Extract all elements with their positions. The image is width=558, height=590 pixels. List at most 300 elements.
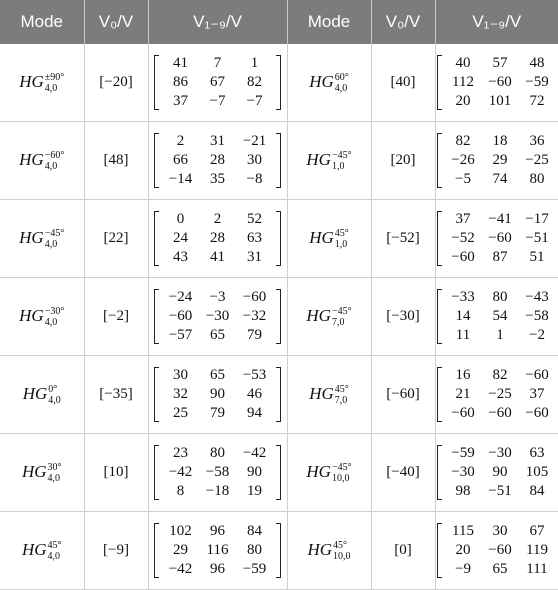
matrix-value: −58 [205,464,230,480]
mode-cell [0,44,84,122]
matrix-value: 86 [173,74,188,90]
matrix-value: 90 [210,386,225,402]
matrix-row [162,248,273,267]
mode-base: HG [19,227,44,247]
matrix-value: −30 [488,445,512,461]
matrix-value: 30 [173,367,188,383]
matrix-value: 90 [492,464,508,480]
mode-cell [287,512,371,590]
v0-cell: [−30] [371,278,435,356]
matrix-value: −32 [242,308,267,324]
matrix-value: −60 [488,405,512,421]
mode-scripts [45,150,65,172]
matrix-value: 116 [206,542,229,558]
matrix-value: 82 [455,133,471,149]
mode-label [309,71,349,94]
matrix-value: −5 [455,171,471,187]
mode-subscript: 4,0 [44,160,58,172]
header-v1-9-2: V₁₋₉/V [435,0,558,44]
v0-cell: [−20] [84,44,148,122]
table-body [0,44,558,590]
matrix-value: 31 [247,249,262,265]
matrix-value: 18 [492,133,508,149]
mode-scripts [332,306,352,328]
matrix-value: 7 [213,55,222,71]
mode-cell [0,122,84,200]
matrix-value: −42 [242,445,267,461]
voltage-matrix [436,132,558,189]
matrix-value: −25 [488,386,512,402]
matrix-value: 96 [210,561,225,577]
table-row [0,356,558,434]
matrix-value: 67 [529,523,545,539]
matrix-value: 105 [525,464,549,480]
matrix-cell [435,278,558,356]
matrix-row [162,307,273,326]
matrix-value: 80 [210,445,225,461]
matrix-row [162,170,273,189]
matrix-row [445,92,556,111]
matrix-cell [435,122,558,200]
mode-subscript: 10,0 [333,550,351,562]
table-row [0,122,558,200]
mode-subscript: 10,0 [331,472,350,484]
matrix-value: 72 [529,93,545,109]
mode-cell [287,278,371,356]
mode-subscript: 4,0 [44,316,58,328]
matrix-value: 51 [529,249,545,265]
matrix-value: −60 [488,230,512,246]
matrix-value: 67 [210,74,225,90]
matrix-row [445,404,556,423]
matrix-value: 80 [492,289,508,305]
mode-label [307,539,351,562]
matrix-row [162,560,273,579]
voltage-matrix [153,132,282,189]
matrix-value: −41 [488,211,512,227]
matrix-row [162,482,273,501]
matrix-cell [148,44,287,122]
matrix-value: 54 [492,308,508,324]
matrix-row [445,482,556,501]
v0-cell: [−60] [371,356,435,434]
matrix-value: −42 [168,464,193,480]
table-row [0,512,558,590]
matrix-value: 112 [452,74,474,90]
matrix-value: 84 [247,523,262,539]
matrix-row [445,366,556,385]
mode-scripts [45,72,65,94]
matrix-value: −60 [525,405,549,421]
mode-scripts [332,150,352,172]
mode-scripts [333,540,351,562]
matrix-cell [435,200,558,278]
mode-superscript: ±90° [44,71,65,83]
matrix-value: 82 [247,74,262,90]
mode-base: HG [306,461,331,481]
matrix-value: 74 [492,171,508,187]
matrix-value: −8 [246,171,263,187]
mode-base: HG [309,227,334,247]
mode-superscript: 45° [333,539,348,551]
mode-label [309,227,349,250]
matrix-value: 0 [176,211,185,227]
header-row [0,0,558,44]
mode-subscript: 4,0 [48,394,61,406]
mode-superscript: 45° [47,539,62,551]
v0-cell: [0] [371,512,435,590]
mode-superscript: −30° [44,305,65,317]
matrix-row [445,541,556,560]
matrix-value: 66 [173,152,188,168]
mode-cell [287,200,371,278]
matrix-value: 43 [173,249,188,265]
matrix-value: 111 [526,561,548,577]
mode-scripts [332,462,352,484]
voltage-matrix [153,288,282,345]
matrix-value: −43 [525,289,549,305]
matrix-value: −17 [525,211,549,227]
matrix-value: −26 [451,152,475,168]
matrix-value: 63 [529,445,545,461]
mode-superscript: 45° [334,227,349,239]
mode-label [306,461,352,484]
v0-cell: [−35] [84,356,148,434]
matrix-value: 11 [455,327,471,343]
voltage-matrix [436,522,558,579]
mode-base: HG [307,539,333,559]
matrix-value: −60 [451,249,475,265]
voltage-matrix [153,54,282,111]
matrix-value: −25 [525,152,549,168]
mode-base: HG [309,383,334,403]
mode-subscript: 1,0 [334,238,348,250]
matrix-row [445,307,556,326]
matrix-value: 41 [210,249,225,265]
matrix-value: 19 [247,483,262,499]
matrix-row [162,326,273,345]
header-v0-2: V₀/V [371,0,435,44]
matrix-value: 63 [247,230,262,246]
v0-cell: [10] [84,434,148,512]
matrix-value: 102 [169,523,192,539]
matrix-value: 36 [529,133,545,149]
matrix-value: 37 [529,386,545,402]
matrix-cell [148,278,287,356]
matrix-row [162,366,273,385]
mode-label [306,305,352,328]
mode-scripts [45,228,65,250]
mode-scripts [45,306,65,328]
matrix-value: 52 [247,211,262,227]
matrix-value: −52 [451,230,475,246]
matrix-value: −21 [242,133,267,149]
matrix-value: 65 [210,367,225,383]
mode-label [22,383,61,406]
v0-cell: [−40] [371,434,435,512]
table-row [0,434,558,512]
matrix-value: 94 [247,405,262,421]
matrix-value: −53 [242,367,267,383]
matrix-value: 37 [173,93,188,109]
matrix-value: −14 [168,171,193,187]
matrix-value: 79 [210,405,225,421]
mode-label [19,149,65,172]
mode-superscript: −45° [44,227,65,239]
mode-base: HG [306,149,331,169]
matrix-value: 48 [529,55,545,71]
matrix-value: −3 [209,289,226,305]
matrix-row [162,151,273,170]
voltage-matrix [436,54,558,111]
mode-base: HG [21,539,47,559]
matrix-value: 29 [173,542,188,558]
mode-subscript: 7,0 [331,316,345,328]
table-header [0,0,558,44]
matrix-value: 46 [247,386,262,402]
matrix-value: 79 [247,327,262,343]
matrix-value: −60 [525,367,549,383]
matrix-cell [148,200,287,278]
voltage-matrix [153,522,282,579]
matrix-cell [148,122,287,200]
matrix-value: 101 [488,93,512,109]
matrix-value: 119 [526,542,548,558]
matrix-value: −59 [525,74,549,90]
mode-scripts [335,72,349,94]
voltage-matrix [436,288,558,345]
matrix-value: 65 [210,327,225,343]
matrix-row [162,73,273,92]
mode-label [19,227,65,250]
matrix-cell [148,434,287,512]
matrix-value: −7 [246,93,263,109]
mode-superscript: 30° [47,461,62,473]
header-v1-9: V₁₋₉/V [148,0,287,44]
mode-superscript: −45° [331,149,352,161]
matrix-cell [148,356,287,434]
voltage-matrix [153,444,282,501]
matrix-value: 20 [455,93,471,109]
matrix-value: −2 [529,327,545,343]
matrix-value: 65 [492,561,508,577]
matrix-value: −59 [451,445,475,461]
mode-subscript: 7,0 [334,394,348,406]
mode-cell [0,200,84,278]
matrix-value: −7 [209,93,226,109]
matrix-value: 31 [210,133,225,149]
matrix-value: −42 [168,561,193,577]
voltage-matrix [436,366,558,423]
matrix-value: −60 [488,74,512,90]
matrix-row [162,132,273,151]
matrix-value: −9 [455,561,471,577]
matrix-value: 30 [492,523,508,539]
matrix-row [445,229,556,248]
matrix-value: 2 [213,211,222,227]
matrix-row [445,288,556,307]
mode-base: HG [22,383,48,403]
mode-base: HG [306,305,331,325]
voltage-matrix [436,210,558,267]
matrix-row [445,151,556,170]
v0-cell: [−52] [371,200,435,278]
matrix-row [445,560,556,579]
matrix-value: 40 [455,55,471,71]
mode-cell [287,356,371,434]
matrix-value: 23 [173,445,188,461]
mode-superscript: 45° [334,383,349,395]
matrix-value: 87 [492,249,508,265]
mode-cell [0,278,84,356]
matrix-row [445,444,556,463]
table-row [0,278,558,356]
matrix-row [445,463,556,482]
matrix-value: 28 [210,230,225,246]
matrix-value: 1 [496,327,504,343]
mode-label [306,149,352,172]
matrix-value: −51 [488,483,512,499]
v0-cell: [22] [84,200,148,278]
matrix-value: 20 [455,542,471,558]
matrix-row [162,541,273,560]
mode-cell [0,434,84,512]
voltage-matrix [153,210,282,267]
mode-subscript: 4,0 [334,82,348,94]
v0-cell: [48] [84,122,148,200]
matrix-value: 30 [247,152,262,168]
matrix-cell [435,512,558,590]
matrix-row [445,54,556,73]
matrix-row [445,73,556,92]
matrix-cell [435,356,558,434]
matrix-row [162,463,273,482]
mode-subscript: 4,0 [44,82,58,94]
table-row [0,200,558,278]
mode-superscript: 0° [48,383,58,395]
matrix-value: −24 [168,289,193,305]
matrix-value: 16 [455,367,471,383]
mode-superscript: 60° [334,71,349,83]
matrix-value: 115 [452,523,474,539]
mode-base: HG [19,149,44,169]
mode-cell [0,512,84,590]
matrix-value: −18 [205,483,230,499]
matrix-row [162,385,273,404]
voltage-matrix [153,366,282,423]
mode-subscript: 1,0 [331,160,345,172]
mode-subscript: 4,0 [44,238,58,250]
table-row [0,44,558,122]
mode-label [309,383,349,406]
mode-cell [287,44,371,122]
matrix-row [162,522,273,541]
matrix-value: −57 [168,327,193,343]
matrix-value: 84 [529,483,545,499]
matrix-value: 98 [455,483,471,499]
mode-scripts [335,384,349,406]
matrix-row [445,170,556,189]
mode-label [21,539,62,562]
matrix-cell [435,434,558,512]
matrix-value: −30 [451,464,475,480]
mode-subscript: 4,0 [47,472,61,484]
mode-label [19,305,65,328]
mode-base: HG [21,461,47,481]
v0-cell: [20] [371,122,435,200]
matrix-value: 96 [210,523,225,539]
matrix-row [445,132,556,151]
mode-scripts [48,540,62,562]
matrix-value: 80 [529,171,545,187]
mode-subscript: 4,0 [47,550,61,562]
matrix-row [162,210,273,229]
mode-cell [287,434,371,512]
v0-cell: [−9] [84,512,148,590]
header-v0: V₀/V [84,0,148,44]
matrix-value: −60 [488,542,512,558]
matrix-row [162,288,273,307]
mode-superscript: −45° [331,461,352,473]
matrix-value: 37 [455,211,471,227]
matrix-value: 21 [455,386,471,402]
matrix-row [445,385,556,404]
mode-scripts [335,228,349,250]
mode-base: HG [19,305,44,325]
matrix-cell [148,512,287,590]
matrix-value: 90 [247,464,262,480]
matrix-cell [435,44,558,122]
matrix-value: 8 [176,483,185,499]
matrix-value: 82 [492,367,508,383]
matrix-value: −33 [451,289,475,305]
matrix-value: 1 [250,55,259,71]
matrix-row [162,444,273,463]
matrix-row [445,210,556,229]
mode-label [21,461,62,484]
matrix-row [445,522,556,541]
matrix-value: −59 [242,561,267,577]
matrix-value: 57 [492,55,508,71]
mode-scripts [48,384,61,406]
matrix-value: −60 [242,289,267,305]
mode-superscript: −60° [44,149,65,161]
matrix-value: −60 [168,308,193,324]
header-mode: Mode [0,0,84,44]
matrix-value: 29 [492,152,508,168]
matrix-value: 80 [247,542,262,558]
matrix-value: 2 [176,133,185,149]
matrix-row [162,229,273,248]
matrix-value: 35 [210,171,225,187]
v0-cell: [−2] [84,278,148,356]
header-mode-2: Mode [287,0,371,44]
mode-scripts [48,462,62,484]
matrix-value: −51 [525,230,549,246]
matrix-value: 32 [173,386,188,402]
matrix-value: 25 [173,405,188,421]
matrix-row [445,326,556,345]
mode-cell [287,122,371,200]
matrix-value: 28 [210,152,225,168]
matrix-value: 24 [173,230,188,246]
matrix-value: −60 [451,405,475,421]
mode-base: HG [309,71,334,91]
matrix-row [162,404,273,423]
mode-base: HG [19,71,44,91]
matrix-row [162,54,273,73]
matrix-value: −30 [205,308,230,324]
